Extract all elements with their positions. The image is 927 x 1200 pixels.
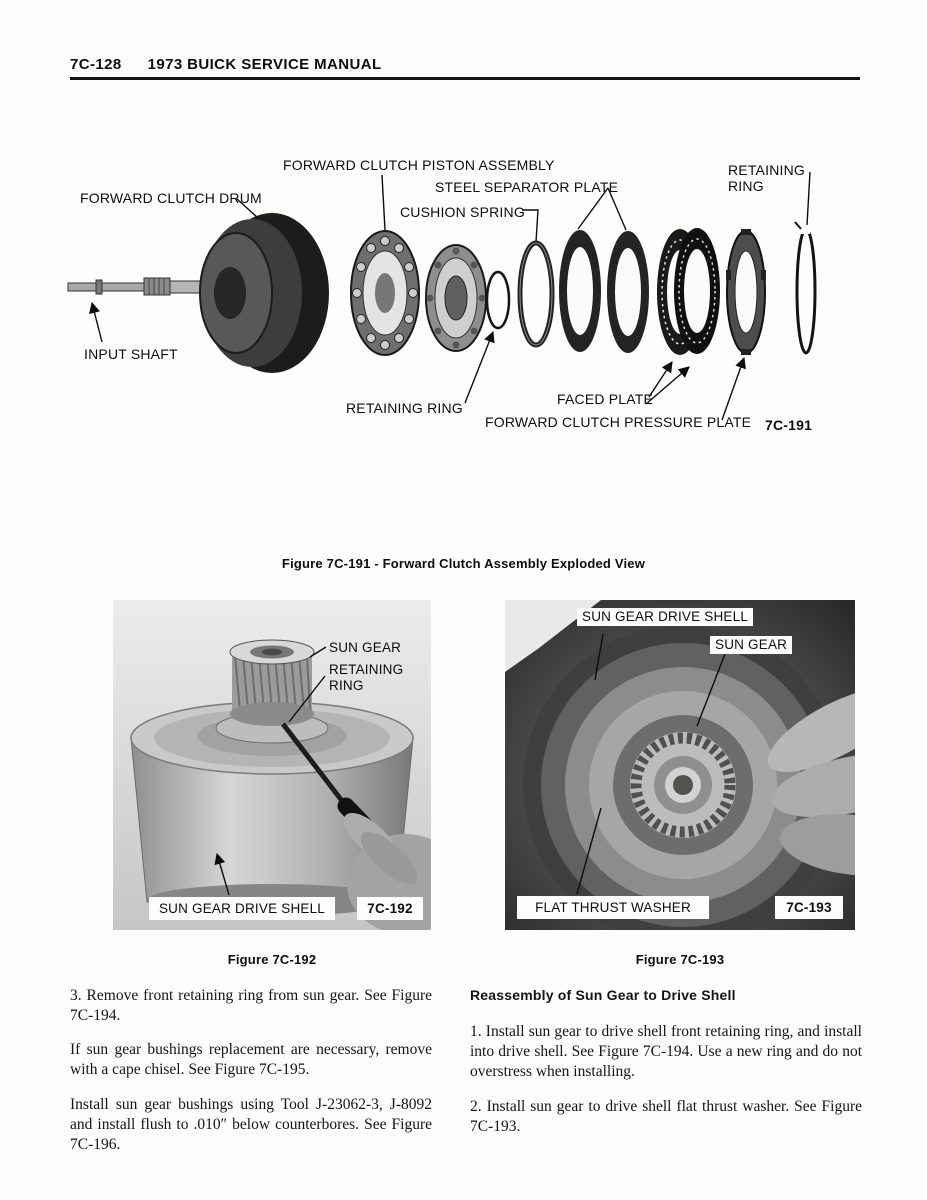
label-sun-gear: SUN GEAR xyxy=(329,640,402,655)
label-flat-thrust-washer: FLAT THRUST WASHER xyxy=(517,896,709,919)
label-piston-assembly: FORWARD CLUTCH PISTON ASSEMBLY xyxy=(283,157,555,173)
caption-figure-7c-192: Figure 7C-192 xyxy=(227,952,317,967)
label-separator-plate: STEEL SEPARATOR PLATE xyxy=(435,179,619,195)
label-cushion-spring: CUSHION SPRING xyxy=(400,204,525,220)
figure-7c-191-exploded-view xyxy=(40,130,880,460)
figure-7c-192-photo xyxy=(113,600,431,930)
figure-number-7c-191: 7C-191 xyxy=(765,417,813,433)
figure-number-7c-193: 7C-193 xyxy=(775,896,843,919)
faced-plates-graphic xyxy=(657,228,720,355)
section-heading-reassembly: Reassembly of Sun Gear to Drive Shell xyxy=(470,987,736,1003)
label-pressure-plate: FORWARD CLUTCH PRESSURE PLATE xyxy=(485,414,752,430)
label-clutch-drum: FORWARD CLUTCH DRUM xyxy=(80,190,262,206)
retaining-ring-small-graphic xyxy=(487,272,509,328)
page-header xyxy=(70,56,382,73)
caption-figure-7c-191: Figure 7C-191 - Forward Clutch Assembly Exploded View xyxy=(281,556,646,571)
pressure-plate-graphic xyxy=(726,229,766,355)
paragraph-step-2: 2. Install sun gear to drive shell flat thrust washer. See Figure 7C-193. xyxy=(470,1097,862,1135)
label-input-shaft: INPUT SHAFT xyxy=(84,346,178,362)
clutch-hub-graphic xyxy=(426,245,486,351)
left-text-column xyxy=(70,986,432,1169)
paragraph-bushings-install: Install sun gear bushings using Tool J-23062-3, J-8092 and install flush to .010″ below counterbores. See Figure 7C-196. xyxy=(70,1095,432,1153)
manual-title: 1973 BUICK SERVICE MANUAL xyxy=(147,56,382,73)
label-sun-gear: SUN GEAR xyxy=(710,636,792,654)
paragraph-step-3: 3. Remove front retaining ring from sun gear. See Figure 7C-194. xyxy=(70,987,432,1025)
label-sun-gear-drive-shell: SUN GEAR DRIVE SHELL xyxy=(149,897,335,920)
label-sun-gear-drive-shell: SUN GEAR DRIVE SHELL xyxy=(577,608,753,626)
header-rule xyxy=(70,77,860,80)
paragraph-step-1: 1. Install sun gear to drive shell front retaining ring, and install into drive shell. See Figure 7C-194. Use a new ring and do not overstress when installing. xyxy=(470,1023,862,1081)
label-retaining-ring-top: RETAINING RING xyxy=(728,162,805,195)
figure-number-7c-192: 7C-192 xyxy=(357,897,423,920)
cushion-spring-graphic xyxy=(520,243,552,345)
label-retaining-ring-bottom: RETAINING RING xyxy=(346,400,463,416)
sun-gear-shell-photo-graphic xyxy=(505,600,855,930)
clutch-drum-graphic xyxy=(200,213,329,373)
piston-assembly-graphic xyxy=(351,231,419,355)
figure-7c-193-photo xyxy=(505,600,855,930)
page-number: 7C-128 xyxy=(70,56,122,73)
right-text-column xyxy=(470,986,862,1151)
label-faced-plate: FACED PLATE xyxy=(557,391,654,407)
separator-plates-graphic xyxy=(559,230,649,353)
retaining-ring-large-graphic xyxy=(795,222,815,353)
caption-figure-7c-193: Figure 7C-193 xyxy=(635,952,725,967)
paragraph-bushings-removal: If sun gear bushings replacement are necessary, remove with a cape chisel. See Figure 7C-195. xyxy=(70,1041,432,1079)
label-retaining-ring: RETAINING RING xyxy=(329,662,404,693)
